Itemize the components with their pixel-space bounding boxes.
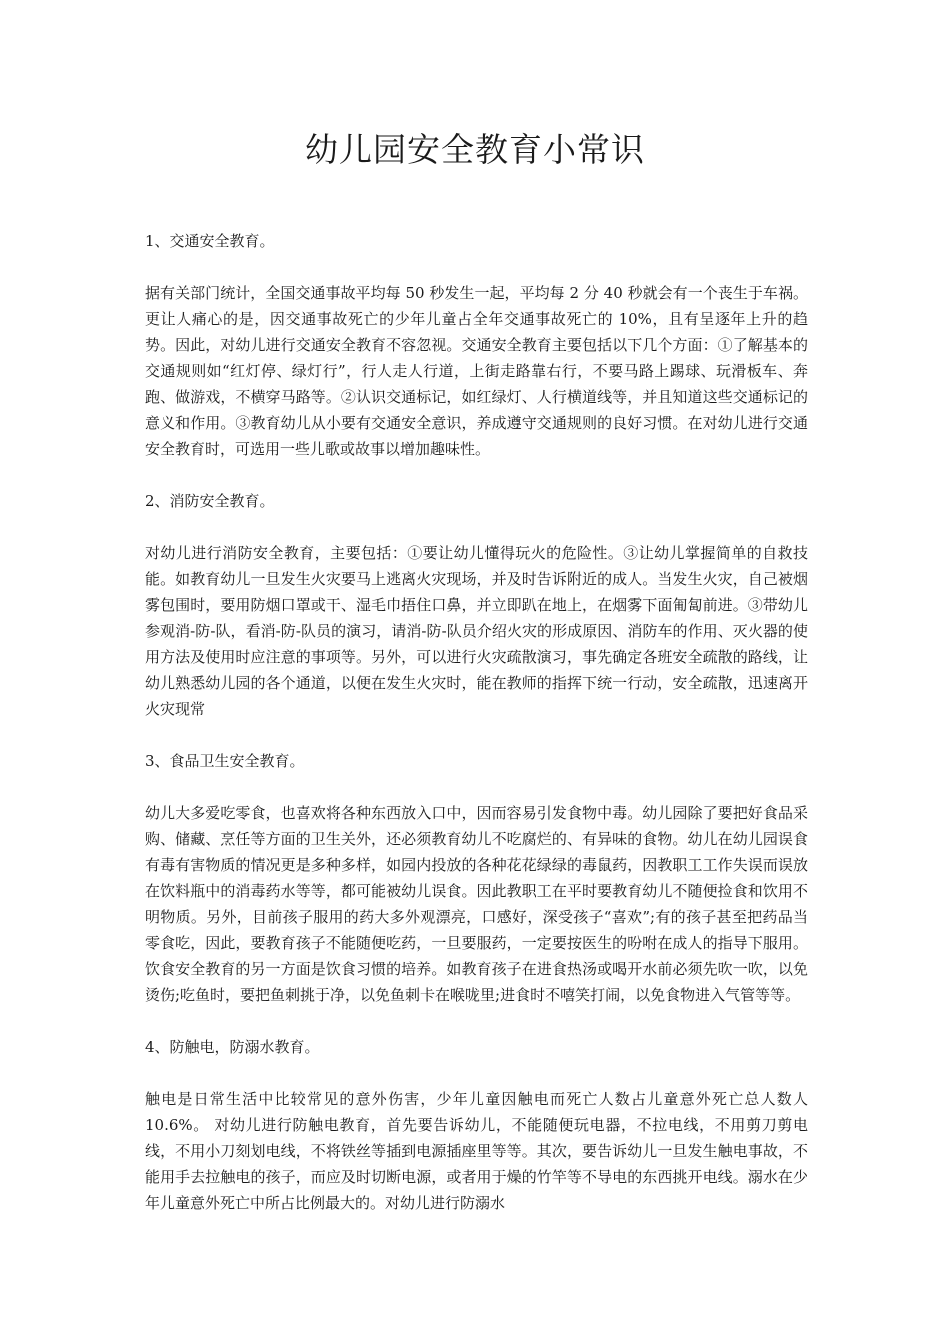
section-body-traffic: 据有关部门统计，全国交通事故平均每 50 秒发生一起，平均每 2 分 40 秒就会有一个丧生于车祸。更让人痛心的是，因交通事故死亡的少年儿童占全年交通事故死亡的 10%，且有呈逐年上升的趋势。因此，对幼儿进行交通安全教育不容忽视。交通安全教育主要包括以下几个方面：①了解基本的交通规则如“红灯停、绿灯行”，行人走人行道，上街走路靠右行，不要马路上踢球、玩滑板车、奔跑、做游戏，不横穿马路等。②认识交通标记，如红绿灯、人行横道线等，并且知道这些交通标记的意义和作用。③教育幼儿从小要有交通安全意识，养成遵守交通规则的良好习惯。在对幼儿进行交通安全教育时，可选用一些儿歌或故事以增加趣味性。 [145, 284, 808, 458]
section-body-food: 幼儿大多爱吃零食，也喜欢将各种东西放入口中，因而容易引发食物中毒。幼儿园除了要把好食品采购、储藏、烹任等方面的卫生关外，还必须教育幼儿不吃腐烂的、有异味的食物。幼儿在幼儿园误食有毒有害物质的情况更是多种多样，如园内投放的各种花花绿绿的毒鼠药，因教职工工作失误而误放在饮料瓶中的消毒药水等等，都可能被幼儿误食。因此教职工在平时要教育幼儿不随便捡食和饮用不明物质。另外，目前孩子服用的药大多外观漂亮，口感好，深受孩子“喜欢”;有的孩子甚至把药品当零食吃，因此，要教育孩子不能随便吃药，一旦要服药，一定要按医生的吩咐在成人的指导下服用。饮食安全教育的另一方面是饮食习惯的培养。如教育孩子在进食热汤或喝开水前必须先吹一吹，以免烫伤;吃鱼时，要把鱼刺挑于净，以免鱼刺卡在喉咙里;进食时不嘻笑打闹，以免食物进入气管等等。 [145, 804, 808, 1004]
section-heading-food: 3、食品卫生安全教育。 [145, 752, 305, 770]
section-heading-fire: 2、消防安全教育。 [145, 492, 275, 510]
section-heading-electric-water: 4、防触电，防溺水教育。 [145, 1038, 320, 1056]
document-body [145, 228, 808, 1242]
section-heading-traffic: 1、交通安全教育。 [145, 232, 275, 250]
section-body-electric-water: 触电是日常生活中比较常见的意外伤害，少年儿童因触电而死亡人数占儿童意外死亡总人数人 10.6%。 对幼儿进行防触电教育，首先要告诉幼儿，不能随便玩电器，不拉电线，不用剪刀剪电线，不用小刀刻划电线，不将铁丝等插到电源插座里等等。其次，要告诉幼儿一旦发生触电事故，不能用手去拉触电的孩子，而应及时切断电源，或者用于燥的竹竿等不导电的东西挑开电线。溺水在少年儿童意外死亡中所占比例最大的。对幼儿进行防溺水 [145, 1090, 808, 1212]
section-body-fire: 对幼儿进行消防安全教育，主要包括：①要让幼儿懂得玩火的危险性。③让幼儿掌握简单的自救技能。如教育幼儿一旦发生火灾要马上逃离火灾现场，并及时告诉附近的成人。当发生火灾，自己被烟雾包围时，要用防烟口罩或干、湿毛巾捂住口鼻，并立即趴在地上，在烟雾下面匍匐前进。③带幼儿参观消-防-队，看消-防-队员的演习，请消-防-队员介绍火灾的形成原因、消防车的作用、灭火器的使用方法及使用时应注意的事项等。另外，可以进行火灾疏散演习，事先确定各班安全疏散的路线，让幼儿熟悉幼儿园的各个通道，以便在发生火灾时，能在教师的指挥下统一行动，安全疏散，迅速离开火灾现常 [145, 544, 808, 718]
document-title: 幼儿园安全教育小常识 [305, 130, 645, 169]
